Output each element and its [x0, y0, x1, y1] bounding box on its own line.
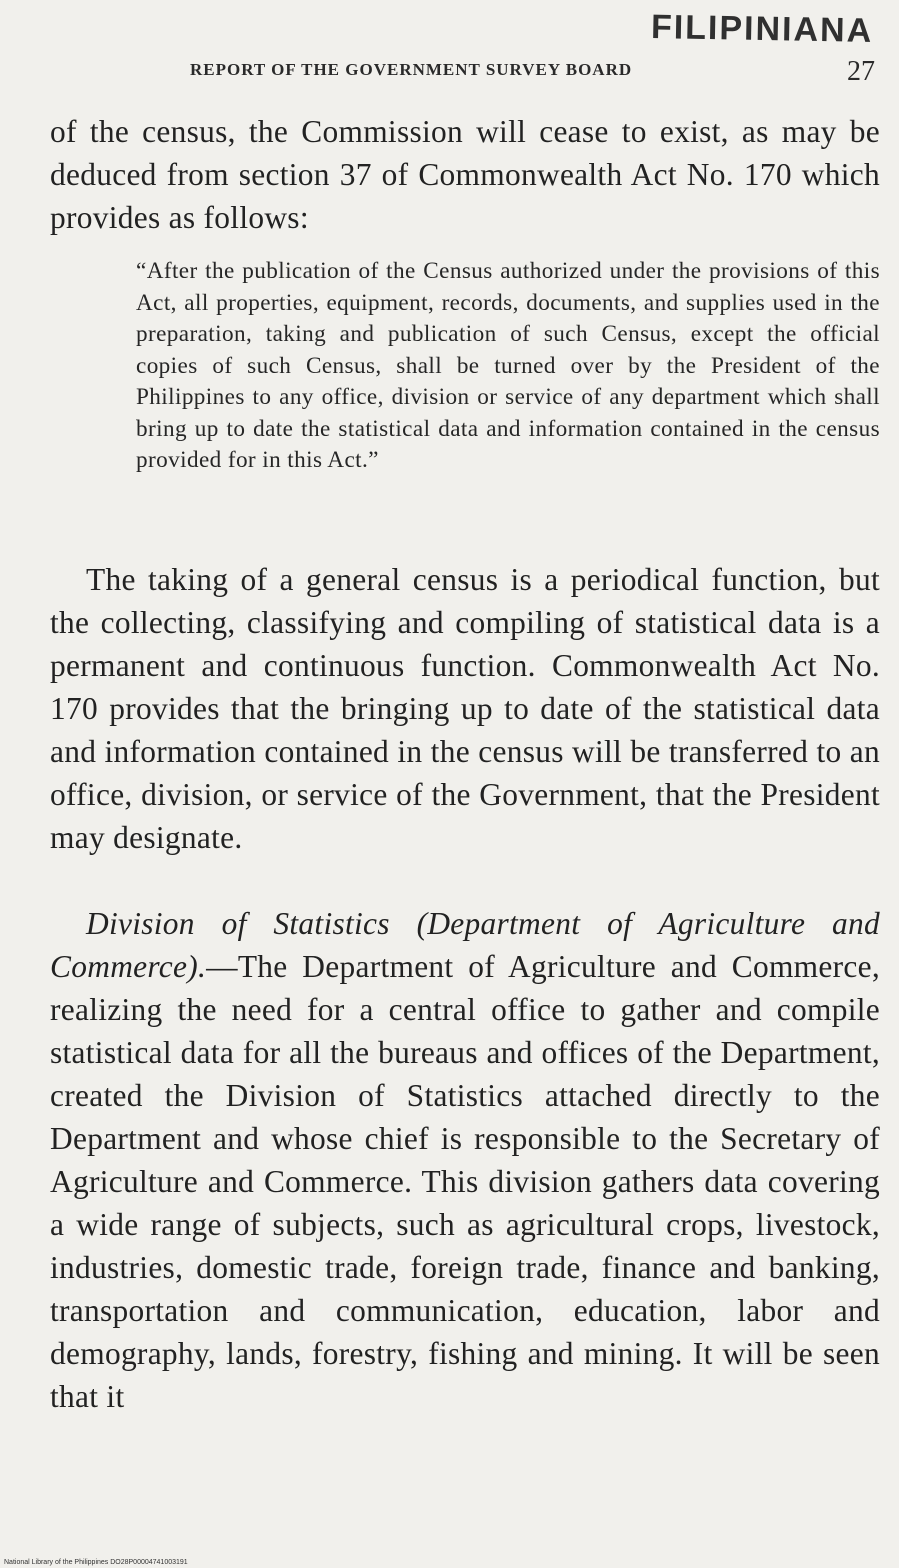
paragraph-2: The taking of a general census is a periodical function, but the collecting, classifying and compiling of statistical data is a permanent and continuous function. Commonwealth Act No. 170 provides that the bringing up to date of the statistical data and information contained in the census will be transferred to an office, division, or service of the Government, that the President may designate. — [50, 562, 880, 855]
paragraph-3 — [50, 902, 880, 1418]
library-footer: National Library of the Philippines DO28P00004741003191 — [4, 1559, 188, 1566]
filipiniana-stamp: FILIPINIANA — [650, 8, 874, 50]
block-quote: “After the publication of the Census authorized under the provisions of this Act, all properties, equipment, records, documents, and supplies used in the preparation, taking and publication of such Census, except the official copies of such Census, shall be turned over by the President of the Philippines to any office, division or service of any department which shall bring up to date the statistical data and information contained in the census provided for in this Act.” — [136, 258, 880, 473]
page-number: 27 — [847, 56, 875, 87]
section-heading: Division of Statistics (Department of Agriculture and Commerce). — [50, 906, 880, 984]
paragraph-1: of the census, the Commission will cease to exist, as may be deduced from section 37 of Commonwealth Act No. 170 which provides as follows: — [50, 114, 880, 235]
paragraph-3-text: —The Department of Agriculture and Commerce, realizing the need for a central office to gather and compile statistical data for all the bureaus and offices of the Department, created the Division of Statistics attached directly to the Department and whose chief is responsible to the Secretary of Agriculture and Commerce. This division gathers data covering a wide range of subjects, such as agricultural crops, livestock, industries, domestic trade, foreign trade, finance and banking, transportation and communication, education, labor and demography, lands, forestry, fishing and mining. It will be seen that it — [50, 949, 880, 1414]
running-head: REPORT OF THE GOVERNMENT SURVEY BOARD — [190, 60, 633, 79]
